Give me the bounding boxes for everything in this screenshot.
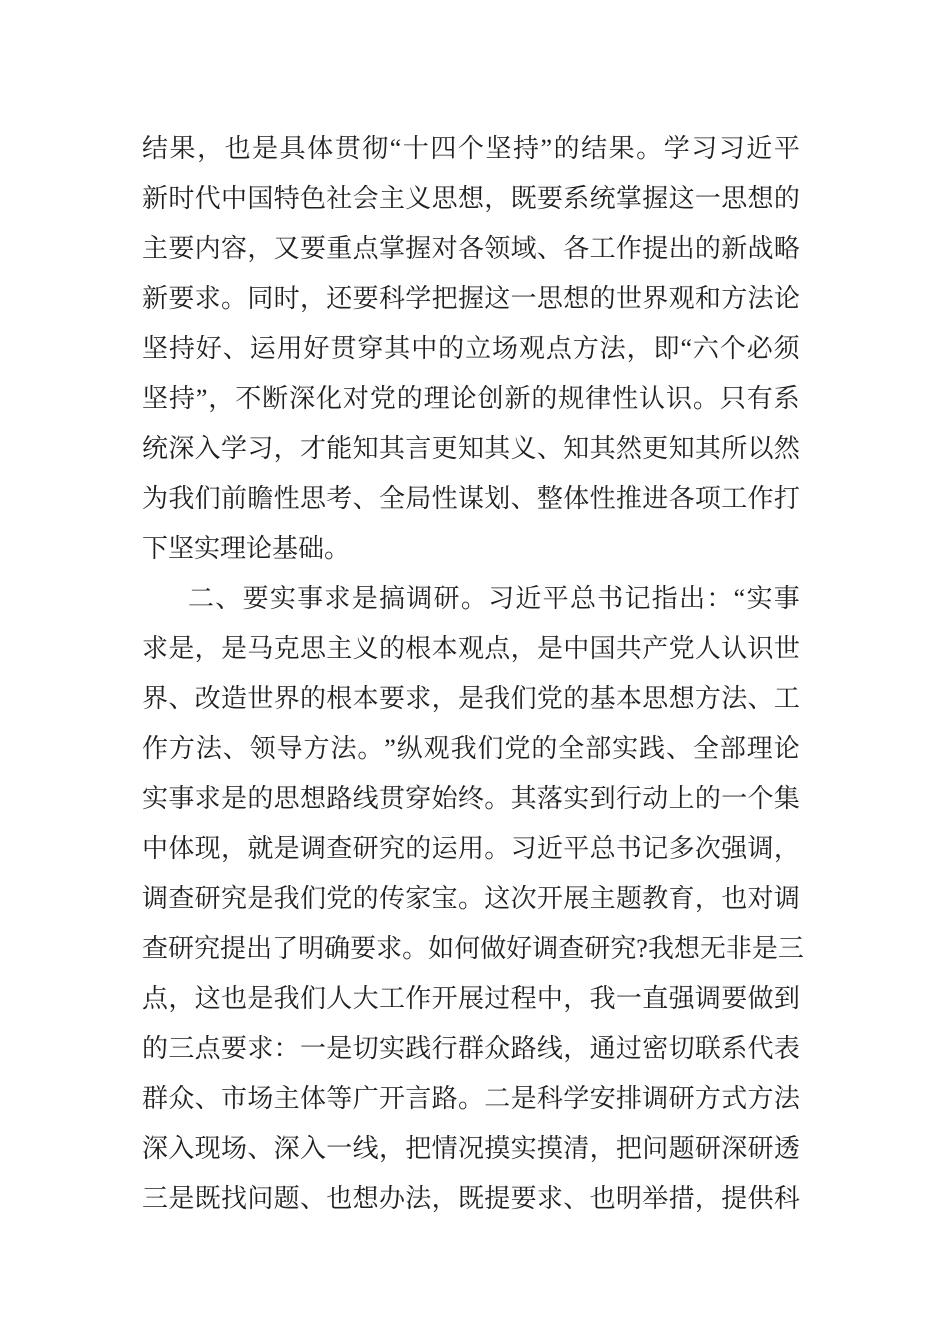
- text-line: 新 要 求 。 同 时 ， 还 要 科 学 把 握 这 一 思 想 的 世 界 观 和 方 法 论: [142, 284, 800, 313]
- text-line: 的 三 点 要 求 ： 一 是 切 实 践 行 群 众 路 线 ， 通 过 密 切 联 系 代 表: [142, 1034, 800, 1063]
- text-line: 查 研 究 提 出 了 明 确 要 求 。 如 何 做 好 调 查 研 究 ? 我 想 无 非 是 三: [142, 934, 804, 963]
- text-line: 三 是 既 找 问 题 、 也 想 办 法 ， 既 提 要 求 、 也 明 举 措 ， 提 供 科: [142, 1184, 800, 1213]
- text-line: 点 ， 这 也 是 我 们 人 大 工 作 开 展 过 程 中 ， 我 一 直 强 调 要 做 到: [142, 984, 800, 1013]
- text-line-paragraph-start: 二 、 要 实 事 求 是 搞 调 研 。 习 近 平 总 书 记 指 出 ： “ 实 事: [188, 584, 800, 613]
- text-line: 主 要 内 容 ， 又 要 重 点 掌 握 对 各 领 域 、 各 工 作 提 出 的 新 战 略: [142, 234, 800, 263]
- text-line: 统 深 入 学 习 ， 才 能 知 其 言 更 知 其 义 、 知 其 然 更 知 其 所 以 然: [142, 434, 800, 463]
- text-line: 作 方 法 、 领 导 方 法 。 ” 纵 观 我 们 党 的 全 部 实 践 、 全 部 理 论: [142, 734, 800, 763]
- document-page: [142, 124, 804, 1224]
- text-line-paragraph-end: 下坚实理论基础。: [142, 534, 351, 563]
- text-line: 实 事 求 是 的 思 想 路 线 贯 穿 始 终 。 其 落 实 到 行 动 上 的 一 个 集: [142, 784, 800, 813]
- text-line: 调 查 研 究 是 我 们 党 的 传 家 宝 。 这 次 开 展 主 题 教 育 ， 也 对 调: [142, 884, 800, 913]
- text-line: 求 是 ， 是 马 克 思 主 义 的 根 本 观 点 ， 是 中 国 共 产 党 人 认 识 世: [142, 634, 800, 663]
- text-line: 群 众 、 市 场 主 体 等 广 开 言 路 。 二 是 科 学 安 排 调 研 方 式 方 法: [142, 1084, 800, 1113]
- text-line: 界 、 改 造 世 界 的 根 本 要 求 ， 是 我 们 党 的 基 本 思 想 方 法 、 工: [142, 684, 800, 713]
- text-line: 坚 持 ” ， 不 断 深 化 对 党 的 理 论 创 新 的 规 律 性 认 识 。 只 有 系: [142, 384, 800, 413]
- text-line: 新 时 代 中 国 特 色 社 会 主 义 思 想 ， 既 要 系 统 掌 握 这 一 思 想 的: [142, 184, 800, 213]
- text-line: 深 入 现 场 、 深 入 一 线 ， 把 情 况 摸 实 摸 清 ， 把 问 题 研 深 研 透: [142, 1134, 800, 1163]
- text-line: 中 体 现 ， 就 是 调 查 研 究 的 运 用 。 习 近 平 总 书 记 多 次 强 调 ，: [142, 834, 800, 863]
- text-line: 结 果 ， 也 是 具 体 贯 彻 “ 十 四 个 坚 持 ” 的 结 果 。 学 习 习 近 平: [142, 134, 800, 163]
- text-line: 为 我 们 前 瞻 性 思 考 、 全 局 性 谋 划 、 整 体 性 推 进 各 项 工 作 打: [142, 484, 800, 513]
- text-line: 坚 持 好 、 运 用 好 贯 穿 其 中 的 立 场 观 点 方 法 ， 即 “ 六 个 必 须: [142, 334, 800, 363]
